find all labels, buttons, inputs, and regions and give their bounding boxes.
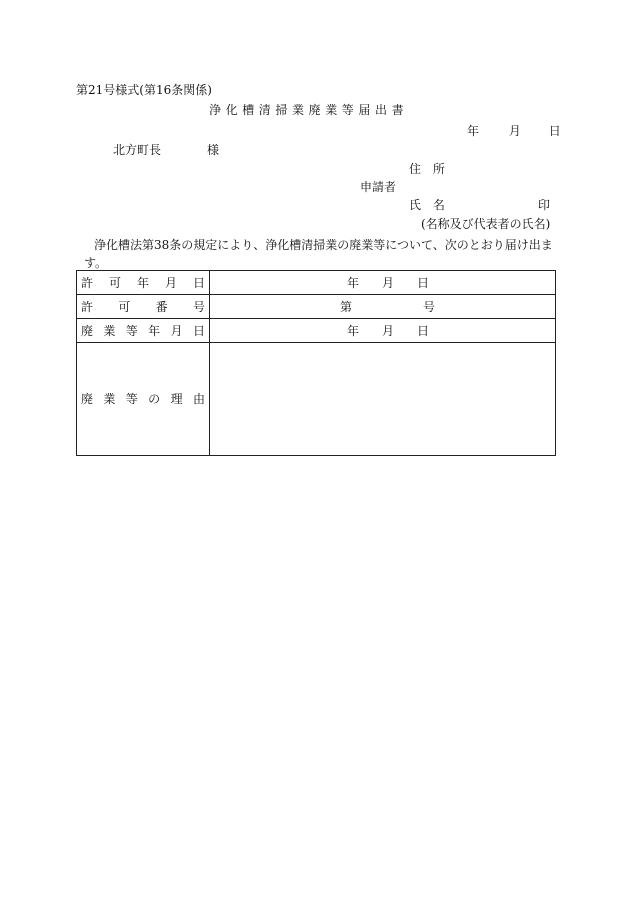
label-char: 許 xyxy=(81,275,94,290)
body-text: 浄化槽法第38条の規定により、浄化槽清掃業の廃業等について、次のとおり届け出ます。 xyxy=(84,238,553,270)
day-label: 日 xyxy=(417,323,430,338)
label-char: 業 xyxy=(103,323,116,338)
value-closure-date[interactable] xyxy=(210,319,556,343)
label-char: の xyxy=(148,392,161,406)
label-chars xyxy=(81,276,205,290)
label-license-date xyxy=(77,271,210,295)
table-row-closure-date xyxy=(77,319,556,343)
label-char: 月 xyxy=(170,323,183,338)
label-char: 号 xyxy=(192,299,205,314)
addressee-suffix: 様 xyxy=(207,143,220,157)
submission-date xyxy=(467,124,561,138)
label-char: 可 xyxy=(118,299,131,314)
value-closure-reason[interactable] xyxy=(210,343,556,456)
label-char: 番 xyxy=(155,299,168,314)
label-chars xyxy=(81,324,205,338)
address-label: 住 所 xyxy=(409,162,445,176)
label-char: 月 xyxy=(164,275,177,290)
name-note: (名称及び代表者の氏名) xyxy=(421,217,551,231)
label-chars xyxy=(81,300,205,314)
label-char: 業 xyxy=(103,392,116,406)
label-chars xyxy=(81,392,205,406)
label-char: 廃 xyxy=(81,323,94,338)
table-row-license-number xyxy=(77,295,556,319)
label-char: 年 xyxy=(148,323,161,338)
label-char: 等 xyxy=(125,392,138,406)
seal-mark: 印 xyxy=(538,198,551,212)
label-char: 日 xyxy=(192,275,205,290)
month-label: 月 xyxy=(382,323,395,338)
year-label: 年 xyxy=(347,323,360,338)
label-char: 年 xyxy=(136,275,149,290)
number-prefix-label: 第 xyxy=(340,299,353,314)
name-label: 氏 名 xyxy=(409,198,445,212)
date-month-label: 月 xyxy=(508,124,521,138)
label-closure-reason xyxy=(77,343,210,456)
number-suffix-label: 号 xyxy=(423,299,436,314)
label-char: 許 xyxy=(81,299,94,314)
label-char: 日 xyxy=(192,323,205,338)
addressee-name: 北方町長 xyxy=(113,143,162,157)
label-char: 由 xyxy=(192,392,205,406)
applicant-label: 申請者 xyxy=(360,180,397,194)
table-row-license-date xyxy=(77,271,556,295)
date-year-label: 年 xyxy=(467,124,480,138)
label-char: 可 xyxy=(108,275,121,290)
label-char: 理 xyxy=(170,392,183,406)
value-license-date[interactable] xyxy=(210,271,556,295)
form-table xyxy=(76,270,556,456)
table-row-closure-reason xyxy=(77,343,556,456)
year-label: 年 xyxy=(347,275,360,290)
label-char: 等 xyxy=(125,323,138,338)
month-label: 月 xyxy=(382,275,395,290)
day-label: 日 xyxy=(417,275,430,290)
form-number: 第21号様式(第16条関係) xyxy=(76,83,212,97)
label-closure-date xyxy=(77,319,210,343)
document-title: 浄化槽清掃業廃業等届出書 xyxy=(209,103,409,117)
value-license-number[interactable] xyxy=(210,295,556,319)
date-day-label: 日 xyxy=(548,124,561,138)
label-license-number xyxy=(77,295,210,319)
label-char: 廃 xyxy=(81,392,94,406)
